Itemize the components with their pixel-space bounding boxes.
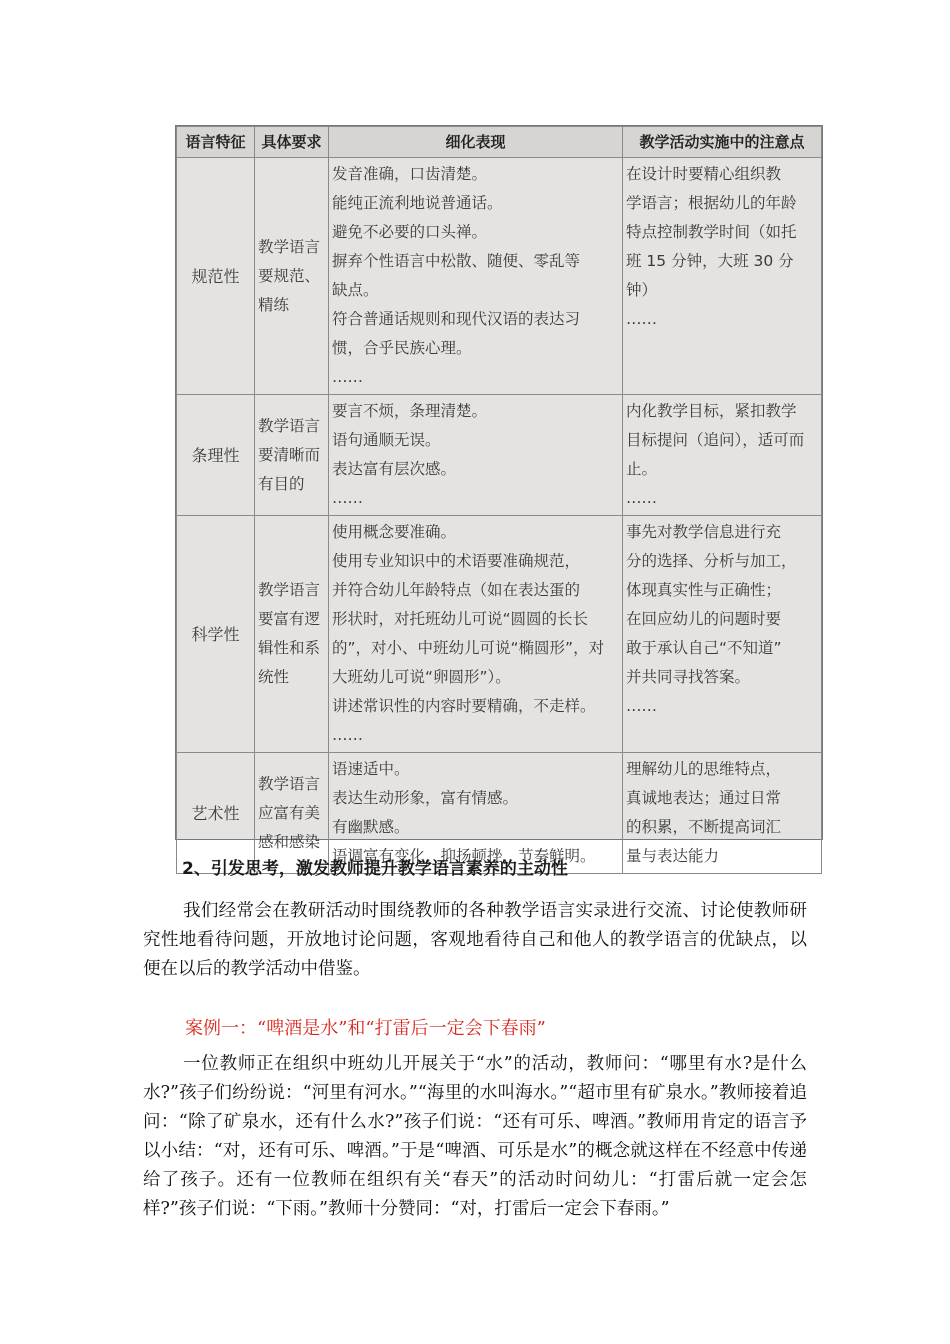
paragraph-intro-text: 我们经常会在教研活动时围绕教师的各种教学语言实录进行交流、讨论使教师研究性地看待问题，开放地讨论问题，客观地看待自己和他人的教学语言的优缺点，以便在以后的教学活动中借鉴。 (143, 901, 807, 979)
table-row (177, 516, 822, 753)
header-notes: 教学活动实施中的注意点 (623, 127, 822, 158)
cell-notes-line: 钟） (626, 281, 658, 299)
language-features-table (176, 126, 822, 874)
cell-requirement-line: 教学语言 (258, 416, 321, 435)
table-row (177, 395, 822, 516)
cell-details-line: 形状时，对托班幼儿可说“圆圆的长长 (332, 610, 589, 628)
cell-requirement-line: 教学语言 (258, 581, 321, 599)
cell-notes-line: 敢于承认自己“不知道” (626, 639, 782, 657)
cell-notes-line: 特点控制教学时间（如托 (626, 223, 797, 241)
cell-feature: 艺术性 (177, 753, 255, 874)
cell-requirement-line: 精练 (258, 295, 290, 314)
cell-details-line: 表达生动形象，富有情感。 (332, 789, 519, 807)
cell-notes-line: 量与表达能力 (626, 847, 720, 865)
cell-requirement-line: 应富有美 (258, 803, 321, 822)
table-row (177, 158, 822, 395)
cell-notes-line: 在设计时要精心组织教 (626, 165, 782, 183)
cell-notes-line: 理解幼儿的思维特点， (626, 760, 782, 778)
cell-details-line: 使用概念要准确。 (332, 523, 457, 541)
cell-details-line: …… (332, 726, 363, 744)
cell-details (329, 395, 623, 516)
cell-notes-line: 的积累，不断提高词汇 (626, 818, 782, 836)
cell-details-line: 语速适中。 (332, 760, 410, 778)
cell-details-line: 摒弃个性语言中松散、随便、零乱等 (332, 252, 581, 270)
cell-details-line: 并符合幼儿年龄特点（如在表达蛋的 (332, 581, 581, 599)
cell-details-line: 表达富有层次感。 (332, 460, 457, 478)
cell-notes-line: 止。 (626, 460, 658, 478)
cell-notes-line: 事先对教学信息进行充 (626, 523, 782, 541)
cell-notes-line: …… (626, 697, 657, 715)
cell-notes (623, 516, 822, 753)
table-header-row (177, 127, 822, 158)
cell-notes (623, 753, 822, 874)
cell-requirement (255, 158, 329, 395)
cell-details-line: 大班幼儿可说“卵圆形”）。 (332, 668, 511, 686)
paragraph-intro (143, 897, 807, 984)
cell-notes-line: …… (626, 310, 657, 328)
table-body (177, 158, 822, 874)
cell-notes-line: 并共同寻找答案。 (626, 668, 751, 686)
cell-notes-line: 体现真实性与正确性； (626, 581, 782, 599)
cell-notes-line: …… (626, 489, 657, 507)
header-details: 细化表现 (329, 127, 623, 158)
cell-details-line: 讲述常识性的内容时要精确，不走样。 (332, 697, 596, 715)
cell-feature: 科学性 (177, 516, 255, 753)
cell-details (329, 516, 623, 753)
cell-notes (623, 395, 822, 516)
cell-notes-line: 分的选择、分析与加工， (626, 552, 797, 570)
cell-feature: 条理性 (177, 395, 255, 516)
cell-details-line: 要言不烦，条理清楚。 (332, 402, 488, 420)
cell-details-line: 有幽默感。 (332, 818, 410, 836)
paragraph-case (143, 1050, 807, 1224)
cell-notes-line: 内化教学目标，紧扣教学 (626, 402, 797, 420)
cell-details-line: 避免不必要的口头禅。 (332, 223, 488, 241)
cell-requirement (255, 395, 329, 516)
cell-notes-line: 真诚地表达；通过日常 (626, 789, 782, 807)
cell-details-line: 发音准确，口齿清楚。 (332, 165, 488, 183)
cell-requirement-line: 有目的 (258, 474, 305, 493)
cell-details-line: 能纯正流利地说普通话。 (332, 194, 503, 212)
cell-requirement (255, 516, 329, 753)
cell-requirement-line: 教学语言 (258, 774, 321, 793)
cell-requirement-line: 要清晰而 (258, 445, 321, 464)
cell-feature: 规范性 (177, 158, 255, 395)
cell-details-line: 的”，对小、中班幼儿可说“椭圆形”，对 (332, 639, 605, 657)
cell-notes-line: 在回应幼儿的问题时要 (626, 610, 782, 628)
header-requirement: 具体要求 (255, 127, 329, 158)
cell-notes-line: 班 15 分钟，大班 30 分 (626, 252, 794, 270)
cell-details (329, 158, 623, 395)
section-heading: 2、引发思考，激发教师提升教学语言素养的主动性 (182, 859, 568, 879)
header-feature: 语言特征 (177, 127, 255, 158)
case-title: 案例一：“啤酒是水”和“打雷后一定会下春雨” (185, 1018, 546, 1039)
table-image (175, 125, 823, 865)
paragraph-case-text: 一位教师正在组织中班幼儿开展关于“水”的活动，教师问：“哪里有水?是什么水?”孩子们纷纷说：“河里有河水。”“海里的水叫海水。”“超市里有矿泉水。”教师接着追问：“除了矿泉水，还有什么水?”孩子们说：“还有可乐、啤酒。”教师用肯定的语言予以小结：“对，还有可乐、啤酒。”于是“啤酒、可乐是水”的概念就这样在不经意中传递给了孩子。还有一位教师在组织有关“春天”的活动时问幼儿：“打雷后就一定会怎样?”孩子们说：“下雨。”教师十分赞同：“对，打雷后一定会下春雨。” (143, 1054, 807, 1219)
cell-details-line: …… (332, 368, 363, 386)
cell-details-line: 符合普通话规则和现代汉语的表达习 (332, 310, 581, 328)
cell-notes (623, 158, 822, 395)
cell-details-line: …… (332, 489, 363, 507)
cell-requirement-line: 教学语言 (258, 237, 321, 256)
cell-details-line: 语句通顺无误。 (332, 431, 441, 449)
cell-details-line: 语调富有变化，抑扬顿挫，节奏鲜明。 (332, 847, 596, 865)
cell-notes-line: 目标提问（追问），适可而 (626, 431, 805, 449)
cell-requirement-line: 要富有逻 (258, 610, 321, 628)
cell-requirement-line: 要规范、 (258, 266, 321, 285)
cell-notes-line: 学语言；根据幼儿的年龄 (626, 194, 797, 212)
cell-details-line: 惯，合乎民族心理。 (332, 339, 472, 357)
cell-details-line: 使用专业知识中的术语要准确规范， (332, 552, 581, 570)
cell-details-line: 缺点。 (332, 281, 379, 299)
cell-requirement-line: 辑性和系 (258, 639, 321, 657)
cell-requirement-line: 统性 (258, 668, 290, 686)
cell-requirement-line: 感和感染 (258, 832, 321, 851)
